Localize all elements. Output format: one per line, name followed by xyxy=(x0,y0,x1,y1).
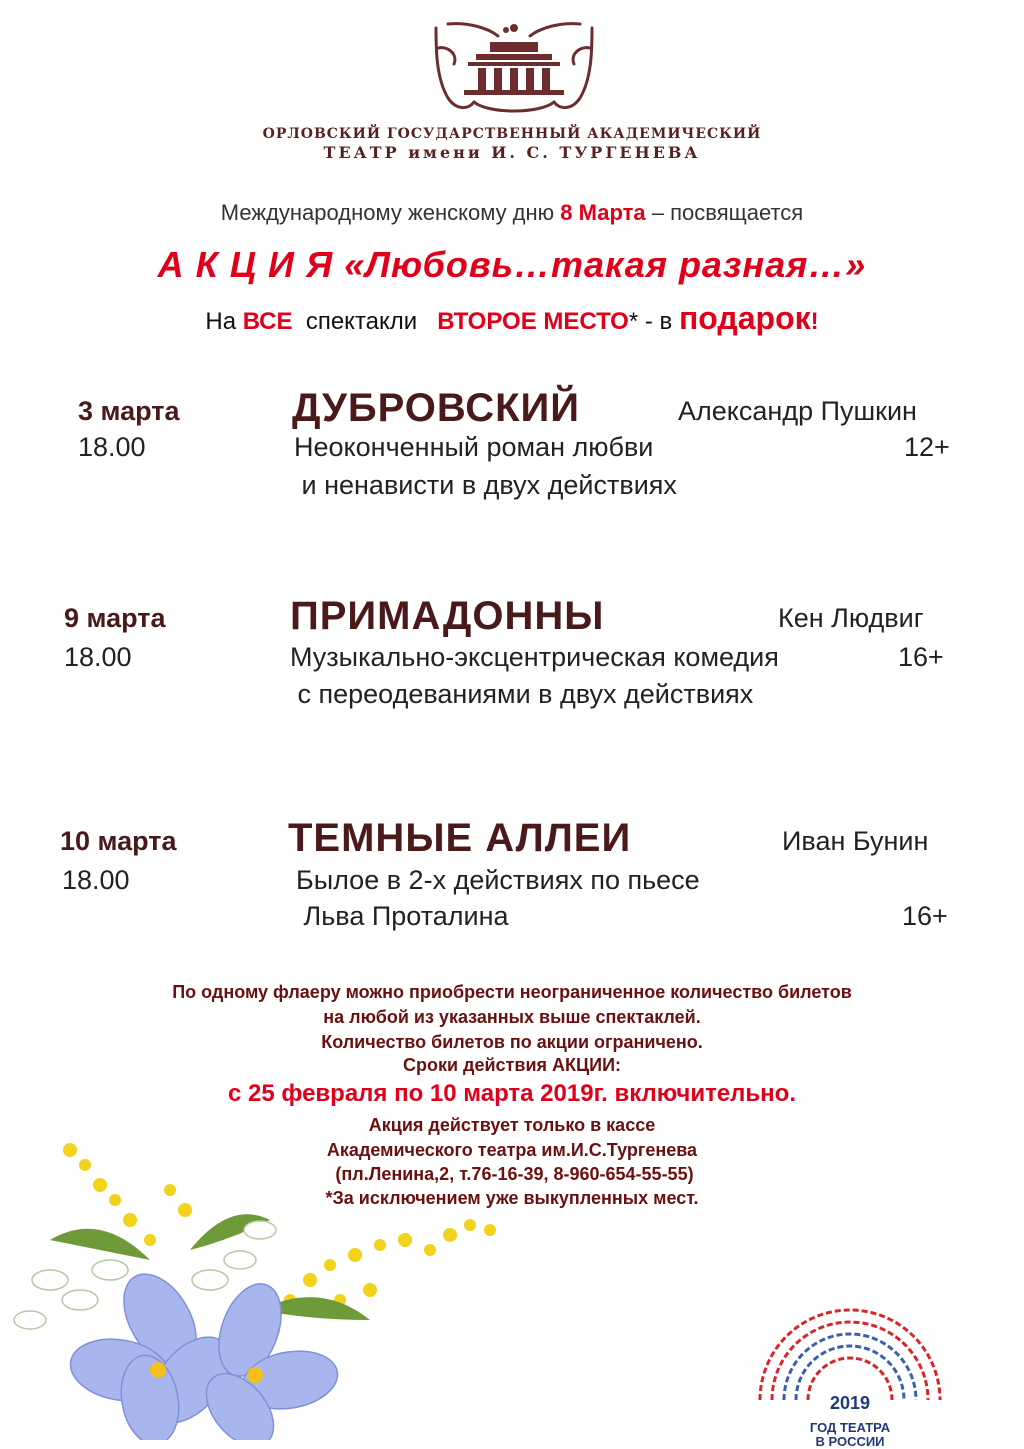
year-logo-line1: ГОД ТЕАТРА xyxy=(809,1420,891,1435)
show-2-time: 18.00 xyxy=(64,642,132,672)
dedication-after: – посвящается xyxy=(645,200,804,225)
show-3-title: ТЕМНЫЕ АЛЛЕИ xyxy=(288,816,632,860)
show-2-title: ПРИМАДОННЫ xyxy=(290,594,605,638)
flowers-illustration xyxy=(10,1130,530,1440)
gift-part-3: спектакли xyxy=(292,308,438,335)
terms-line-2: на любой из указанных выше спектаклей. xyxy=(323,1007,701,1027)
show-2-desc-2: с переодеваниями в двух действиях xyxy=(290,679,754,709)
gift-part-5: * - в xyxy=(628,308,679,335)
show-1-author: Александр Пушкин xyxy=(678,396,917,426)
dedication-date: 8 Марта xyxy=(560,200,646,225)
terms-line-5: Акция действует только в кассе xyxy=(368,1115,656,1135)
show-3-time: 18.00 xyxy=(62,865,130,895)
show-2-age: 16+ xyxy=(898,642,944,672)
show-3-author: Иван Бунин xyxy=(782,826,929,856)
theatre-name-line1: ОРЛОВСКИЙ ГОСУДАРСТВЕННЫЙ АКАДЕМИЧЕСКИЙ xyxy=(262,126,762,142)
year-logo-year: 2019 xyxy=(829,1393,871,1413)
show-1-desc-1: Неоконченный роман любви xyxy=(294,432,654,462)
dedication xyxy=(0,200,1024,226)
theatre-logo xyxy=(428,18,600,118)
show-1-date: 3 марта xyxy=(78,396,180,426)
gift-part-7: ! xyxy=(810,308,819,335)
gift-part-2: ВСЕ xyxy=(242,308,293,335)
terms-line-7: (пл.Ленина,2, т.76-16-39, 8-960-654-55-55) xyxy=(330,1164,694,1184)
terms-line-8: *За исключением уже выкупленных мест. xyxy=(325,1188,699,1208)
action-title: А К Ц И Я «Любовь…такая разная…» xyxy=(157,244,867,285)
show-3-age: 16+ xyxy=(902,901,948,931)
terms-line-1: По одному флаеру можно приобрести неограниченное количество билетов xyxy=(172,982,852,1002)
gift-part-6: подарок xyxy=(678,300,811,336)
show-3-desc-1: Былое в 2-х действиях по пьесе xyxy=(296,865,700,895)
show-1-age: 12+ xyxy=(904,432,950,462)
show-2-author: Кен Людвиг xyxy=(778,603,924,633)
terms-line-6: Академического театра им.И.С.Тургенева xyxy=(326,1140,698,1160)
show-2-date: 9 марта xyxy=(64,603,166,633)
terms-line-4: Сроки действия АКЦИИ: xyxy=(402,1055,622,1075)
gift-part-1: На xyxy=(205,308,243,335)
theatre-name-line2: ТЕАТР имени И. С. ТУРГЕНЕВА xyxy=(323,143,701,162)
show-3-desc-2: Льва Проталина xyxy=(296,901,509,931)
year-logo-line2: В РОССИИ xyxy=(815,1434,885,1449)
show-1-time: 18.00 xyxy=(78,432,146,462)
show-1-desc-2: и ненависти в двух действиях xyxy=(294,470,677,500)
show-1-title: ДУБРОВСКИЙ xyxy=(292,386,581,430)
gift-part-4: ВТОРОЕ МЕСТО xyxy=(437,308,629,335)
terms-line-3: Количество билетов по акции ограничено. xyxy=(321,1032,703,1052)
show-3-date: 10 марта xyxy=(60,826,177,856)
show-2-desc-1: Музыкально-эксцентрическая комедия xyxy=(290,642,779,672)
terms-period: с 25 февраля по 10 марта 2019г. включительно. xyxy=(228,1080,796,1107)
year-of-theatre-logo xyxy=(750,1260,950,1410)
dedication-before: Международному женскому дню xyxy=(220,200,561,225)
gift-line xyxy=(0,300,1024,337)
